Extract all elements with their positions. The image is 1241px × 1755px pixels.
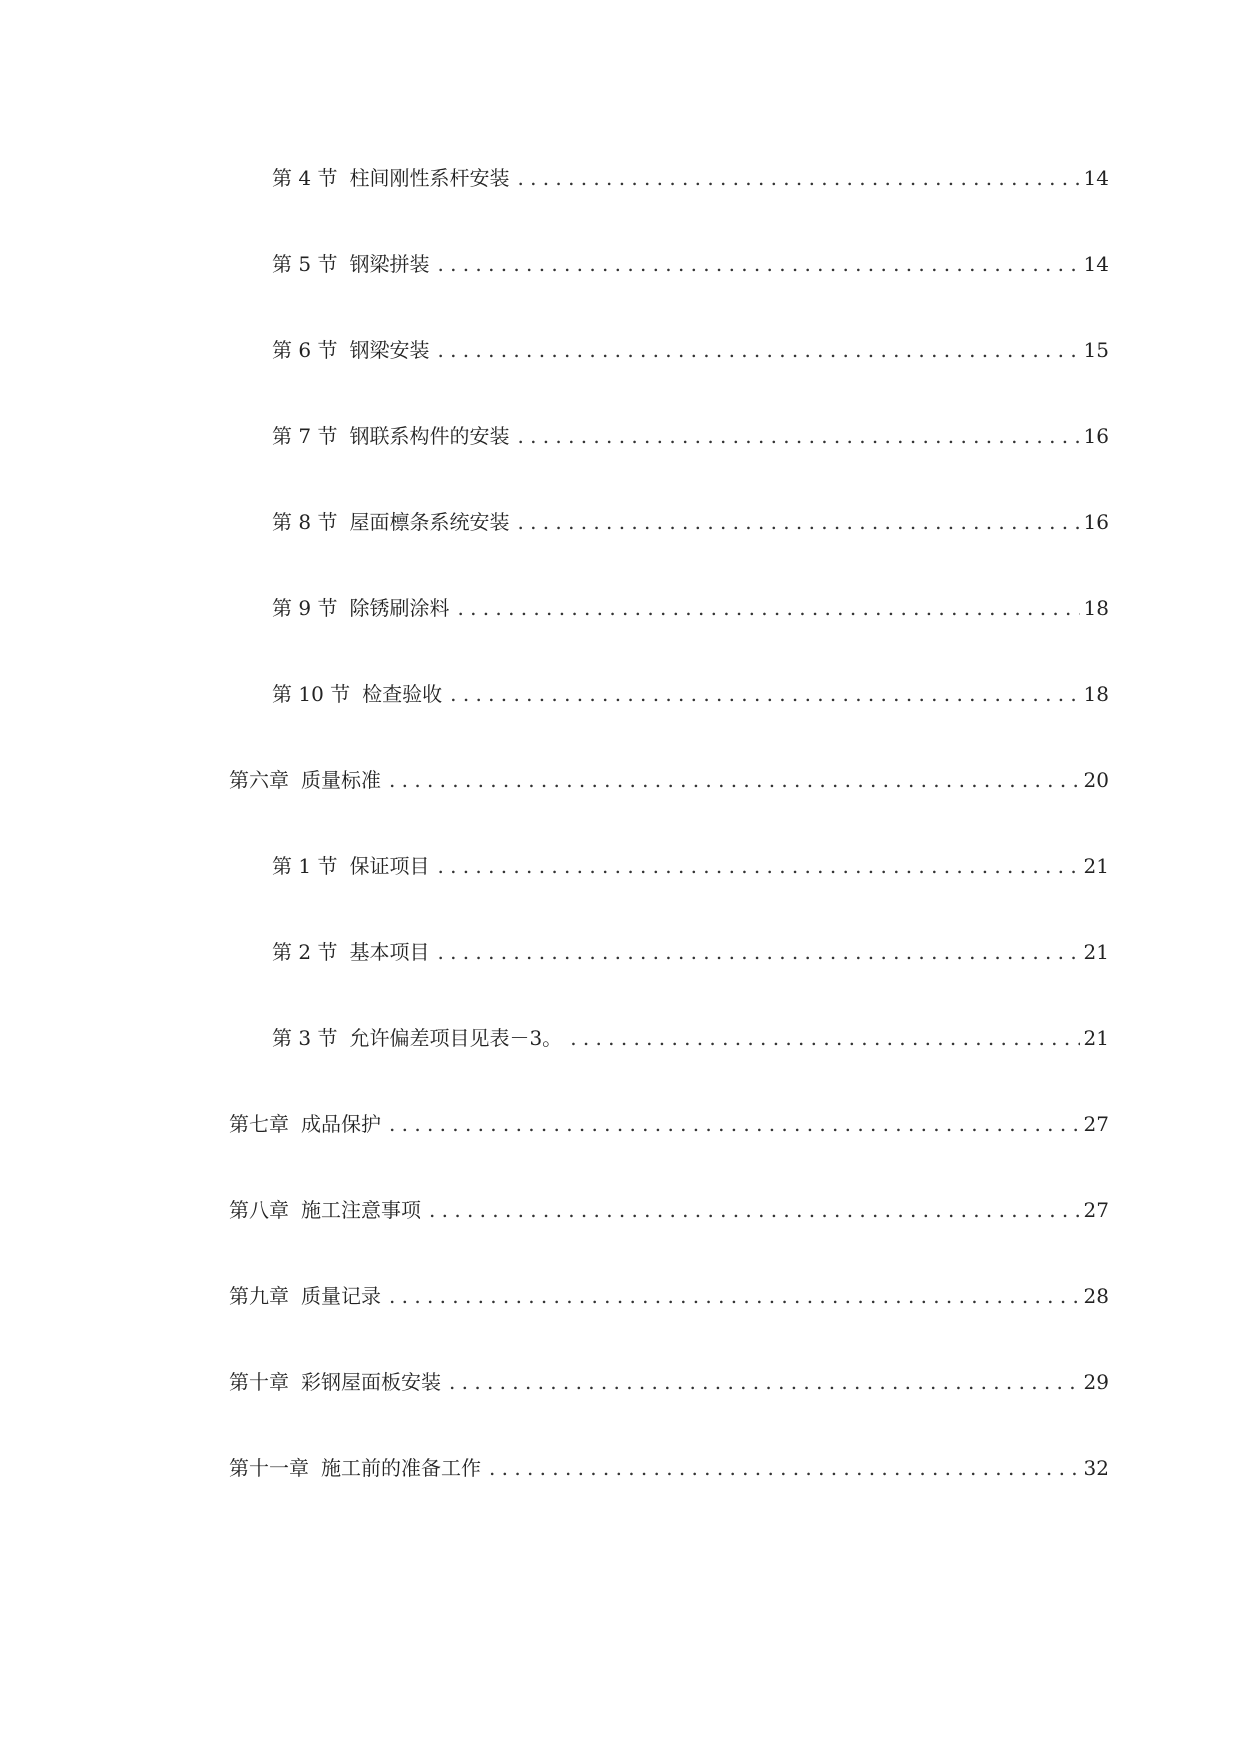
toc-entry-label [229,765,381,795]
toc-entry[interactable] [272,1023,1109,1053]
toc-entry[interactable] [272,249,1109,279]
toc-dot-leader [437,937,1079,967]
toc-page-number: 18 [1083,596,1109,620]
toc-page-number: 32 [1083,1456,1109,1480]
toc-entry[interactable] [272,421,1109,451]
toc-entry-title: 允许偏差项目见表－3。 [349,1026,563,1050]
toc-dot-leader [437,249,1079,279]
toc-page-number: 15 [1083,338,1109,362]
toc-entry-title: 基本项目 [349,940,430,964]
toc-page-number: 29 [1083,1370,1109,1394]
toc-entry-title: 质量记录 [301,1284,381,1308]
toc-dot-leader [449,1367,1080,1397]
toc-dot-leader [450,679,1079,709]
toc-entry-number: 第 9 节 [272,596,338,620]
toc-dot-leader [570,1023,1079,1053]
toc-entry-title: 除锈刷涂料 [349,596,450,620]
toc-entry-title: 屋面檩条系统安装 [349,510,510,534]
toc-entry-label [272,507,509,537]
toc-dot-leader [517,507,1079,537]
toc-dot-leader [389,765,1080,795]
toc-page-number: 18 [1083,682,1109,706]
toc-entry-number: 第七章 [229,1112,289,1136]
toc-entry-label [229,1281,381,1311]
toc-entry-label [272,851,429,881]
toc-entry[interactable] [272,507,1109,537]
toc-entry-title: 保证项目 [349,854,430,878]
toc-entry[interactable] [272,679,1109,709]
toc-entry-label [229,1109,381,1139]
toc-page-number: 27 [1083,1198,1109,1222]
toc-dot-leader [429,1195,1080,1225]
toc-entry[interactable] [229,1281,1109,1311]
toc-page-number: 21 [1083,940,1109,964]
toc-entry-number: 第 3 节 [272,1026,338,1050]
toc-entry-number: 第十章 [229,1370,289,1394]
toc-entry-label [272,163,509,193]
toc-entry-label [272,335,429,365]
toc-entry-number: 第 10 节 [272,682,351,706]
toc-entry[interactable] [272,851,1109,881]
toc-entry-label [229,1453,481,1483]
toc-entry-label [272,593,449,623]
toc-entry-label [229,1367,441,1397]
toc-entry-label [272,249,429,279]
toc-entry[interactable] [229,1109,1109,1139]
toc-entry-number: 第 1 节 [272,854,338,878]
toc-entry-label [272,1023,562,1053]
toc-dot-leader [437,851,1079,881]
toc-entry[interactable] [272,593,1109,623]
toc-entry[interactable] [229,1453,1109,1483]
toc-entry-title: 施工前的准备工作 [321,1456,481,1480]
toc-entry-number: 第十一章 [229,1456,309,1480]
toc-entry[interactable] [272,937,1109,967]
toc-dot-leader [389,1281,1080,1311]
toc-entry-number: 第九章 [229,1284,289,1308]
toc-dot-leader [389,1109,1080,1139]
toc-dot-leader [517,163,1079,193]
toc-dot-leader [489,1453,1080,1483]
toc-entry-label [272,421,509,451]
toc-entry-number: 第 8 节 [272,510,338,534]
toc-entry-title: 检查验收 [362,682,443,706]
toc-entry-title: 钢联系构件的安装 [349,424,510,448]
toc-entry-label [272,679,442,709]
toc-entry-number: 第 2 节 [272,940,338,964]
toc-entry-title: 成品保护 [301,1112,381,1136]
toc-page-number: 16 [1083,424,1109,448]
toc-entry-title: 质量标准 [301,768,381,792]
toc-page-number: 14 [1083,166,1109,190]
toc-entry-label [272,937,429,967]
toc-entry-number: 第 4 节 [272,166,338,190]
toc-entry[interactable] [229,1367,1109,1397]
toc-entry-number: 第 6 节 [272,338,338,362]
toc-entry[interactable] [229,1195,1109,1225]
toc-entry[interactable] [229,765,1109,795]
toc-entry-number: 第六章 [229,768,289,792]
toc-entry[interactable] [272,163,1109,193]
toc-entry-label [229,1195,421,1225]
toc-dot-leader [457,593,1079,623]
toc-dot-leader [437,335,1079,365]
toc-entry-number: 第 7 节 [272,424,338,448]
toc-page-number: 28 [1083,1284,1109,1308]
toc-entry-title: 施工注意事项 [301,1198,421,1222]
toc-entry-number: 第八章 [229,1198,289,1222]
toc-entry[interactable] [272,335,1109,365]
toc-entry-title: 钢梁拼装 [349,252,430,276]
toc-entry-number: 第 5 节 [272,252,338,276]
toc-page-number: 16 [1083,510,1109,534]
toc-page-number: 20 [1083,768,1109,792]
toc-page-number: 21 [1083,1026,1109,1050]
toc-entry-title: 柱间刚性系杆安装 [349,166,510,190]
toc-page-number: 27 [1083,1112,1109,1136]
toc-page-number: 21 [1083,854,1109,878]
toc-entry-title: 彩钢屋面板安装 [301,1370,441,1394]
toc-entry-title: 钢梁安装 [349,338,430,362]
toc-page-number: 14 [1083,252,1109,276]
toc-dot-leader [517,421,1079,451]
